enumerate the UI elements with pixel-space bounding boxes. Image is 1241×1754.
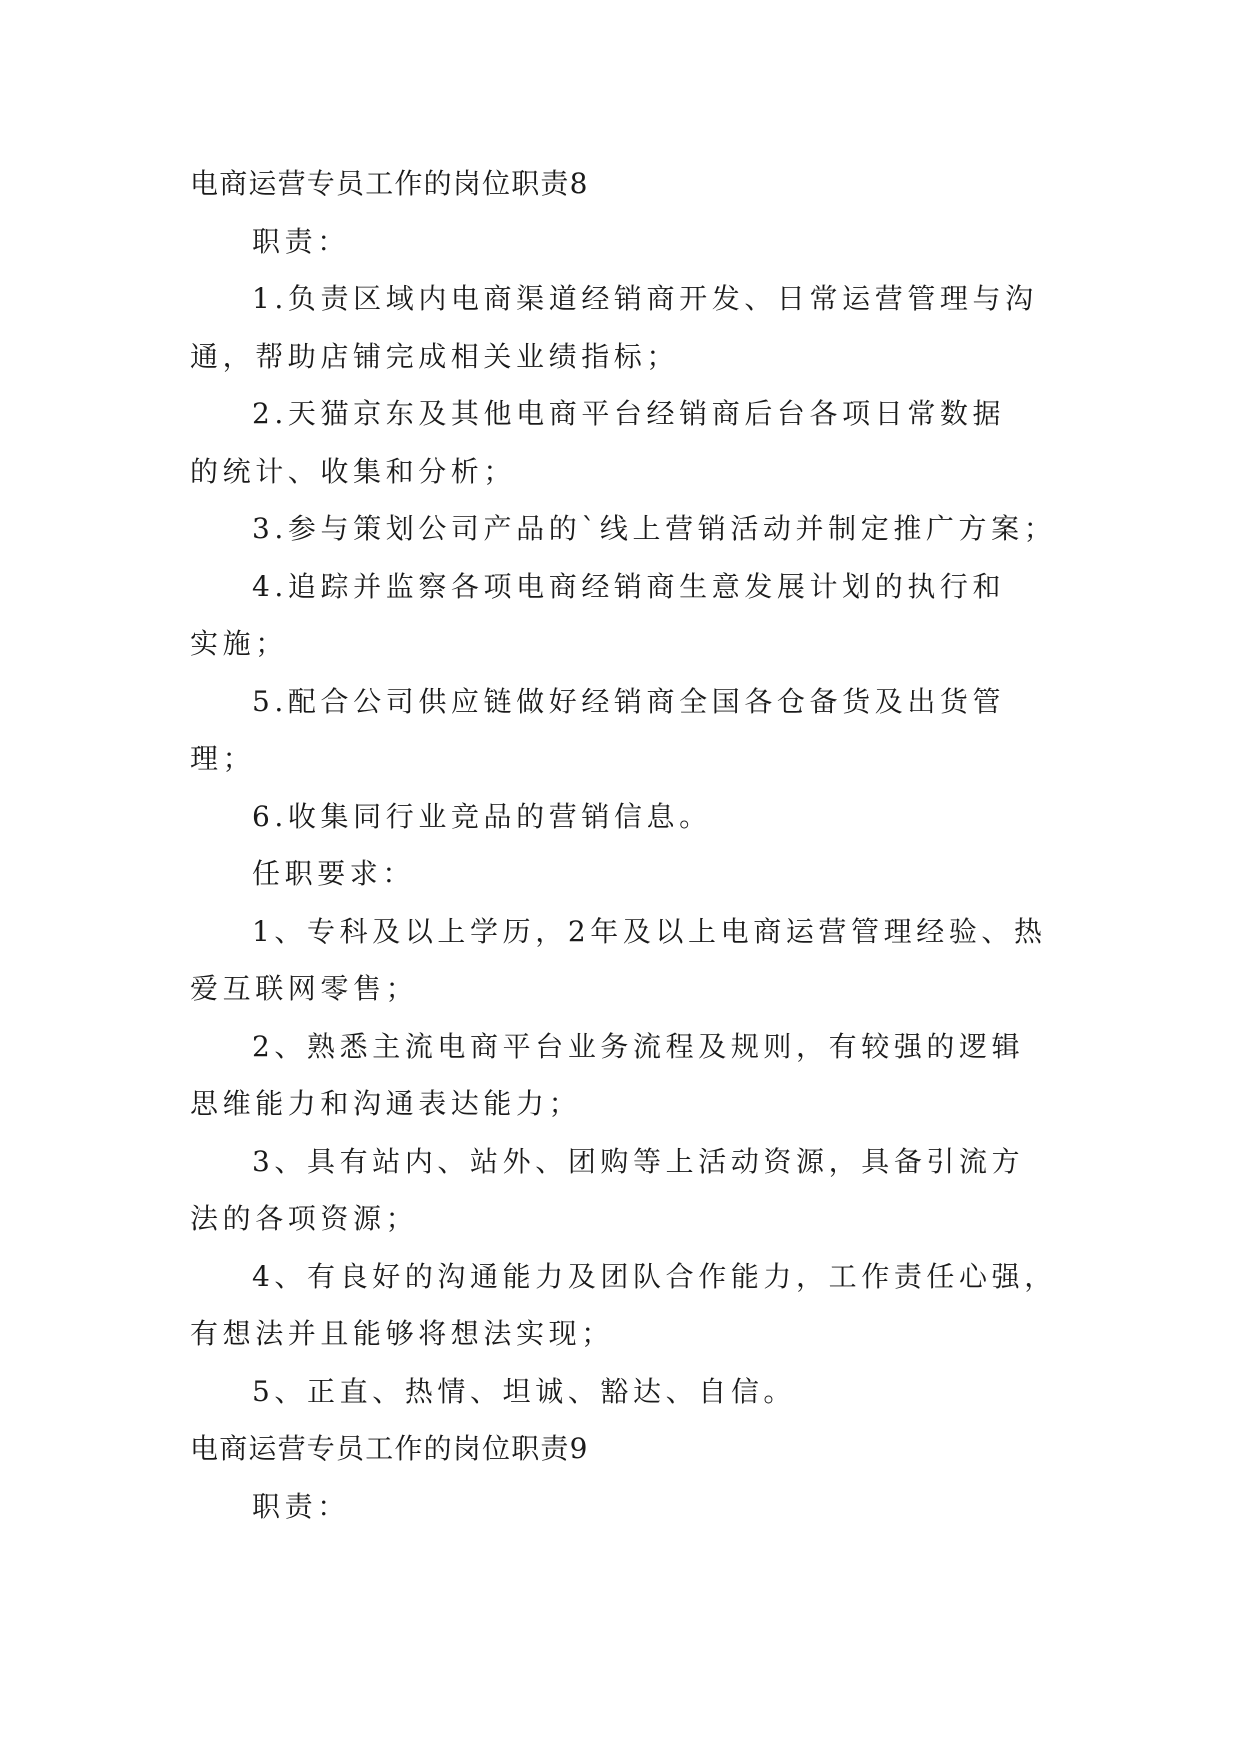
requirement-item-3-line-1: 3、具有站内、站外、团购等上活动资源，具备引流方: [252, 1145, 1025, 1178]
requirement-item-4-line-1: 4、有良好的沟通能力及团队合作能力，工作责任心强，: [252, 1260, 1057, 1293]
duty-item-1-line-1: 1.负责区域内电商渠道经销商开发、日常运营管理与沟: [252, 282, 1038, 315]
duty-item-5-line-2: 理；: [190, 742, 256, 775]
duty-item-2-line-1: 2.天猫京东及其他电商平台经销商后台各项日常数据: [252, 397, 1006, 430]
section-title-2: 电商运营专员工作的岗位职责9: [190, 1432, 589, 1465]
duty-item-6-line-1: 6.收集同行业竞品的营销信息。: [252, 800, 712, 833]
requirement-item-3-line-2: 法的各项资源；: [190, 1202, 419, 1235]
requirements-label: 任职要求：: [252, 857, 416, 890]
duty-item-3-line-1: 3.参与策划公司产品的`线上营销活动并制定推广方案；: [252, 512, 1057, 545]
requirement-item-1-line-1: 1、专科及以上学历，2年及以上电商运营管理经验、热: [252, 915, 1047, 948]
duty-item-2-line-2: 的统计、收集和分析；: [190, 455, 517, 488]
requirement-item-2-line-1: 2、熟悉主流电商平台业务流程及规则，有较强的逻辑: [252, 1030, 1025, 1063]
requirement-item-1-line-2: 爱互联网零售；: [190, 972, 419, 1005]
section-title: 电商运营专员工作的岗位职责8: [190, 167, 589, 200]
requirement-item-5-line-1: 5、正直、热情、坦诚、豁达、自信。: [252, 1375, 797, 1408]
duties-label: 职责：: [252, 225, 350, 258]
duty-item-1-line-2: 通，帮助店铺完成相关业绩指标；: [190, 340, 680, 373]
requirement-item-4-line-2: 有想法并且能够将想法实现；: [190, 1317, 614, 1350]
requirement-item-2-line-2: 思维能力和沟通表达能力；: [190, 1087, 582, 1120]
duty-item-4-line-1: 4.追踪并监察各项电商经销商生意发展计划的执行和: [252, 570, 1006, 603]
duty-item-4-line-2: 实施；: [190, 627, 288, 660]
duty-item-5-line-1: 5.配合公司供应链做好经销商全国各仓备货及出货管: [252, 685, 1006, 718]
section2-duties-label: 职责：: [252, 1490, 350, 1523]
